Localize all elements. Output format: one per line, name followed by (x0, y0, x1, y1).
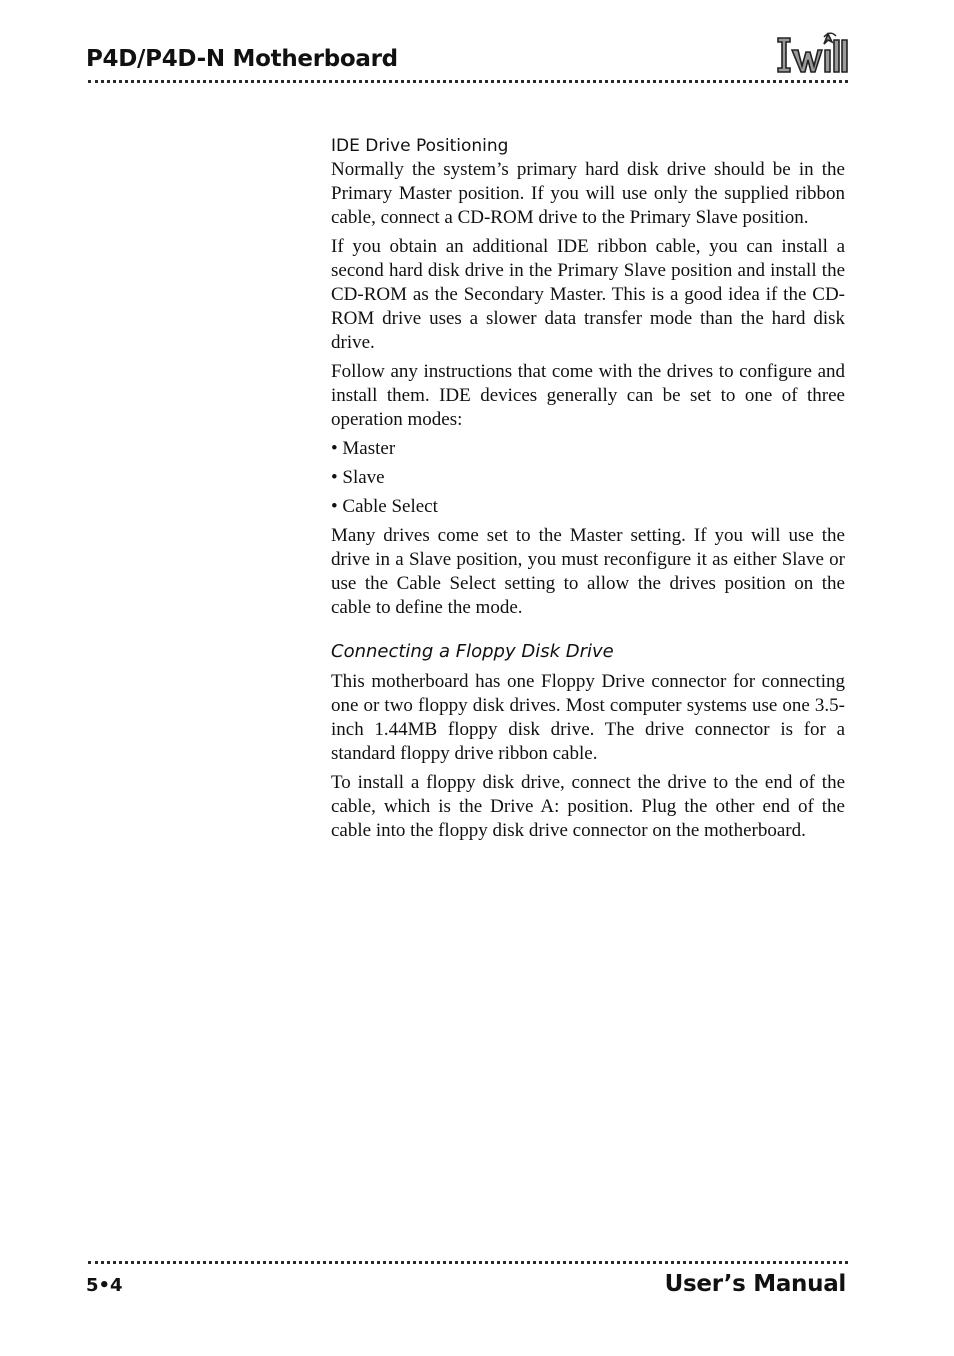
paragraph: Follow any instructions that come with the drives to configure and install them. IDE devices generally can be set to one of three operation modes: (331, 361, 845, 430)
main-content (331, 134, 845, 848)
page-header-title: P4D/P4D-N Motherboard (86, 46, 398, 72)
iwill-logo (772, 28, 850, 78)
paragraph: Many drives come set to the Master setting. If you will use the drive in a Slave position, you must reconfigure it as either Slave or use the Cable Select setting to allow the drives position on the cable to define the mode. (331, 525, 845, 618)
paragraph: This motherboard has one Floppy Drive connector for connecting one or two floppy disk drives. Most computer systems use one 3.5-inch 1.44MB floppy disk drive. The drive connector is for a standard floppy drive ribbon cable. (331, 671, 845, 764)
list-item: • Slave (331, 466, 845, 490)
paragraph: Normally the system’s primary hard disk drive should be in the Primary Master position. If you will use only the supplied ribbon cable, connect a CD-ROM drive to the Primary Slave position. (331, 159, 845, 228)
paragraph: If you obtain an additional IDE ribbon cable, you can install a second hard disk drive in the Primary Slave position and install the CD-ROM as the Secondary Master. This is a good idea if the CD-ROM drive uses a slower data transfer mode than the hard disk drive. (331, 236, 845, 353)
header-dotted-rule (88, 80, 848, 83)
page-number: 5•4 (86, 1275, 123, 1296)
section-heading-floppy: Connecting a Floppy Disk Drive (331, 641, 614, 662)
footer-dotted-rule (88, 1261, 848, 1264)
operation-modes-list (331, 437, 845, 519)
list-item: • Cable Select (331, 495, 845, 519)
paragraph: To install a floppy disk drive, connect the drive to the end of the cable, which is the Drive A: position. Plug the other end of the cable into the floppy disk drive connector on the motherboard. (331, 772, 845, 841)
section-heading-ide: IDE Drive Positioning (331, 136, 509, 156)
footer-title: User’s Manual (664, 1271, 846, 1297)
list-item: • Master (331, 437, 845, 461)
